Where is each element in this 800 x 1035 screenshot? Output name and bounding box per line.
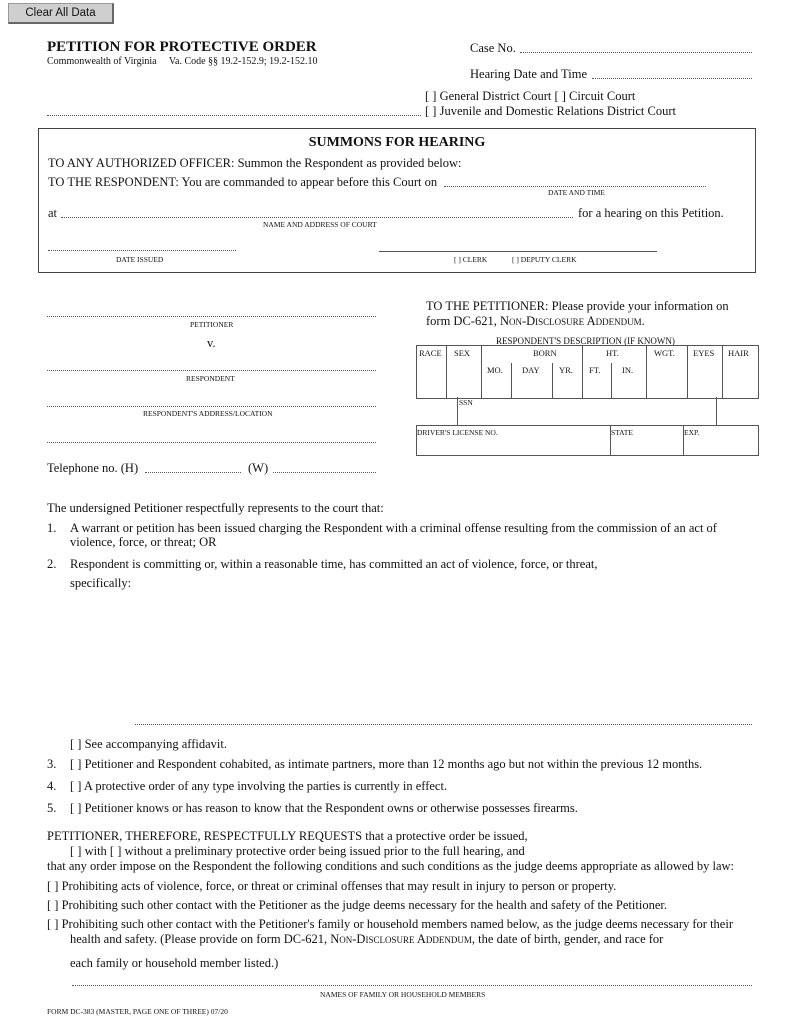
item3-number: 3.	[47, 757, 57, 771]
respondent-address-label: RESPONDENT'S ADDRESS/LOCATION	[143, 409, 273, 418]
intro-text: The undersigned Petitioner respectfully represents to the court that:	[47, 501, 384, 515]
inches-cell[interactable]	[611, 363, 612, 398]
condition2-checkbox[interactable]: [ ] Prohibiting such other contact with the Petitioner as the judge deems necessary for the health and safety of the Petitioner.	[47, 898, 667, 912]
year-header: YR.	[559, 365, 573, 375]
form-id: FORM DC-383 (MASTER, PAGE ONE OF THREE) 07/20	[47, 1007, 228, 1016]
page-subtitle: Commonwealth of Virginia Va. Code §§ 19.2-152.9; 19.2-152.10	[47, 56, 318, 67]
summons-title: SUMMONS FOR HEARING	[308, 135, 486, 150]
date-time-label: DATE AND TIME	[548, 188, 605, 197]
condition1-checkbox[interactable]: [ ] Prohibiting acts of violence, force, or threat or criminal offenses that may result in injury to person or property.	[47, 879, 617, 893]
born-cell	[481, 346, 482, 398]
petitioner-label: PETITIONER	[190, 320, 234, 329]
sex-cell[interactable]	[446, 346, 447, 398]
summons-box	[38, 128, 756, 273]
hearing-date-label: Hearing Date and Time	[470, 67, 587, 81]
month-header: MO.	[487, 365, 503, 375]
hair-header: HAIR	[728, 348, 749, 358]
court-name-field[interactable]	[47, 115, 421, 116]
year-cell[interactable]	[552, 363, 553, 398]
eyes-cell[interactable]	[687, 346, 688, 398]
license-label: DRIVER'S LICENSE NO.	[417, 428, 498, 437]
telephone-home-field[interactable]	[145, 472, 241, 473]
request-line3: that any order impose on the Respondent the following conditions and such conditions as the judge deems appropriate as allowed by law:	[47, 859, 734, 873]
item5-checkbox[interactable]: [ ] Petitioner knows or has reason to know that the Respondent owns or otherwise possesses firearms.	[70, 801, 578, 815]
note-suffix: .	[641, 314, 645, 328]
item2-line2: specifically:	[70, 576, 132, 590]
feet-header: FT.	[589, 365, 601, 375]
day-header: DAY	[522, 365, 540, 375]
license-table	[416, 425, 759, 456]
weight-cell[interactable]	[646, 346, 647, 398]
item5-number: 5.	[47, 801, 57, 815]
ssn-field[interactable]	[457, 397, 717, 425]
clerk-checkbox[interactable]: [ ] CLERK	[454, 255, 488, 264]
note-prefix: form DC-621,	[426, 314, 500, 328]
family-names-label: NAMES OF FAMILY OR HOUSEHOLD MEMBERS	[320, 990, 486, 999]
height-header: HT.	[606, 348, 619, 358]
family-names-field[interactable]	[72, 985, 752, 986]
state-label: STATE	[611, 428, 633, 437]
preliminary-order-checkboxes[interactable]: [ ] with [ ] without a preliminary protective order being issued prior to the full hearing, and	[70, 844, 525, 858]
hearing-suffix: for a hearing on this Petition.	[578, 206, 724, 220]
exp-label: EXP.	[684, 428, 700, 437]
eyes-header: EYES	[693, 348, 715, 358]
case-no-label: Case No.	[470, 41, 516, 55]
cond3-suffix: , the date of birth, gender, and race for	[471, 932, 664, 946]
telephone-work-field[interactable]	[273, 472, 376, 473]
item3-checkbox[interactable]: [ ] Petitioner and Respondent cohabited, as intimate partners, more than 12 months ago but not within the previous 12 months.	[70, 757, 703, 771]
description-title: RESPONDENT'S DESCRIPTION (IF KNOWN)	[496, 336, 675, 346]
item1-line1: A warrant or petition has been issued charging the Respondent with a criminal offense resulting from the commission of an act of	[70, 521, 717, 535]
item4-checkbox[interactable]: [ ] A protective order of any type involving the parties is currently in effect.	[70, 779, 448, 793]
item1-number: 1.	[47, 521, 57, 535]
condition3-checkbox[interactable]: [ ] Prohibiting such other contact with the Petitioner's family or household members named below, as the judge deems necessary for their	[47, 917, 733, 931]
race-header: RACE	[419, 348, 442, 358]
request-line1: PETITIONER, THEREFORE, RESPECTFULLY REQUESTS that a protective order be issued,	[47, 829, 528, 843]
case-no-field[interactable]	[520, 52, 752, 53]
page-title: PETITION FOR PROTECTIVE ORDER	[47, 39, 317, 55]
hearing-date-time-field[interactable]	[444, 186, 706, 187]
petitioner-note-line2	[426, 314, 645, 328]
weight-header: WGT.	[654, 348, 675, 358]
court-option-juvenile[interactable]: [ ] Juvenile and Domestic Relations District Court	[425, 104, 676, 118]
clerk-signature-line[interactable]	[379, 251, 657, 252]
date-issued-field[interactable]	[48, 250, 236, 251]
at-label: at	[48, 206, 58, 220]
sex-header: SEX	[454, 348, 471, 358]
versus-label: v.	[207, 336, 216, 350]
officer-line: TO ANY AUTHORIZED OFFICER: Summon the Respondent as provided below:	[48, 156, 462, 170]
description-table	[416, 345, 759, 399]
item1-line2: violence, force, or threat; OR	[70, 535, 217, 549]
court-address-label: NAME AND ADDRESS OF COURT	[263, 220, 377, 229]
hair-cell[interactable]	[722, 346, 723, 398]
clear-all-data-button[interactable]: Clear All Data	[8, 3, 114, 24]
specifically-text-area[interactable]	[70, 592, 752, 722]
respondent-address-field-2[interactable]	[47, 442, 376, 443]
deputy-clerk-checkbox[interactable]: [ ] DEPUTY CLERK	[512, 255, 577, 264]
item2-number: 2.	[47, 557, 57, 571]
telephone-work-label: (W)	[248, 461, 269, 475]
court-option-district-circuit[interactable]: [ ] General District Court [ ] Circuit Court	[425, 89, 636, 103]
specifically-field-line[interactable]	[135, 724, 752, 725]
day-cell[interactable]	[511, 363, 512, 398]
petitioner-note-line1: TO THE PETITIONER: Please provide your information on	[426, 299, 729, 313]
respondent-line: TO THE RESPONDENT: You are commanded to appear before this Court on	[48, 175, 438, 189]
respondent-field[interactable]	[47, 370, 376, 371]
inches-header: IN.	[622, 365, 634, 375]
date-issued-label: DATE ISSUED	[116, 255, 164, 264]
respondent-address-field[interactable]	[47, 406, 376, 407]
condition3-line3: each family or household member listed.)	[70, 956, 279, 970]
telephone-home-label: Telephone no. (H)	[47, 461, 139, 475]
cond3-form-name: Non-Disclosure Addendum	[330, 932, 472, 946]
item2-line1: Respondent is committing or, within a reasonable time, has committed an act of violence, force, or threat,	[70, 557, 598, 571]
item4-number: 4.	[47, 779, 57, 793]
hearing-date-field[interactable]	[592, 78, 752, 79]
ssn-label: SSN	[459, 398, 473, 407]
petitioner-field[interactable]	[47, 316, 376, 317]
cond3-prefix: health and safety. (Please provide on form DC-621,	[70, 932, 331, 946]
court-address-field[interactable]	[61, 217, 573, 218]
height-cell	[582, 346, 583, 398]
affidavit-checkbox[interactable]: [ ] See accompanying affidavit.	[70, 737, 228, 751]
note-form-name: Non-Disclosure Addendum	[499, 314, 642, 328]
respondent-label: RESPONDENT	[186, 374, 235, 383]
born-header: BORN	[533, 348, 557, 358]
condition3-line2	[70, 932, 663, 946]
